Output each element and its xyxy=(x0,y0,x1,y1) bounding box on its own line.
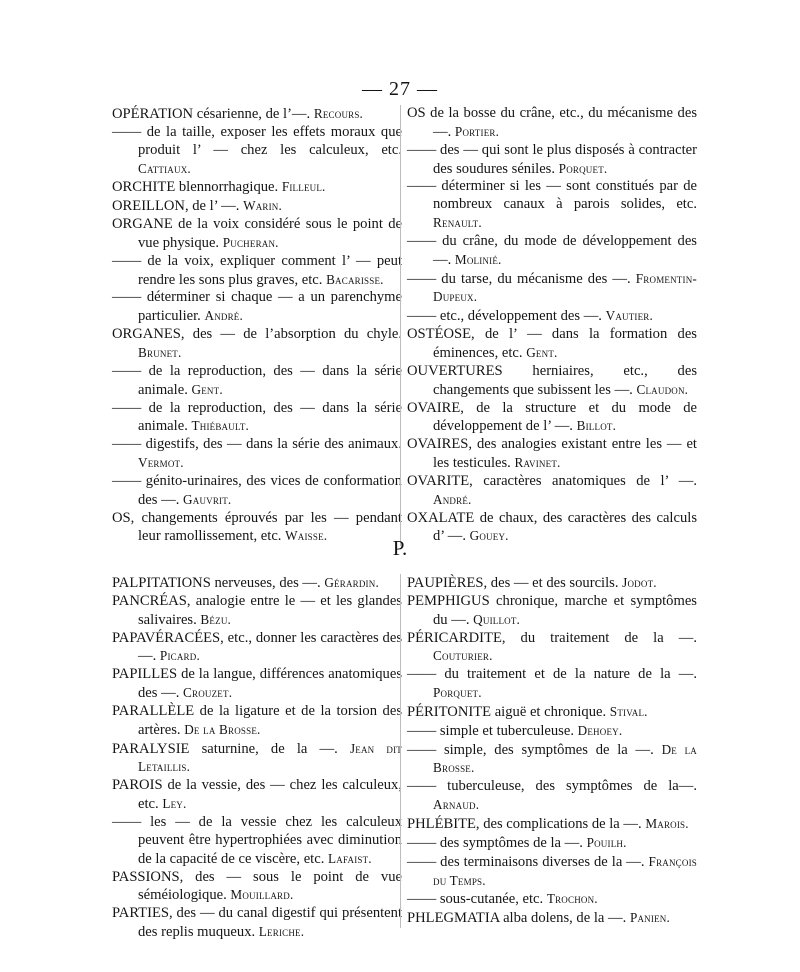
index-entry xyxy=(112,814,402,869)
index-entry xyxy=(407,722,697,741)
entry-text: —— de la voix, expliquer comment l’ — peut rendre les sons plus graves, etc. xyxy=(112,252,402,288)
entry-author: Warin. xyxy=(243,198,283,214)
entry-text: PÉRITONITE aiguë et chronique. xyxy=(407,703,607,720)
entry-text: PARTIES, des — du canal digestif qui présentent des replis muqueux. xyxy=(112,905,402,941)
entry-author: André. xyxy=(433,491,472,507)
index-entry xyxy=(112,363,402,400)
entry-author: Mouillard. xyxy=(230,887,294,903)
column-left-bottom xyxy=(112,574,402,942)
index-entry xyxy=(112,105,402,124)
entry-author: Porquet. xyxy=(558,160,608,176)
entry-text: PAROIS de la vessie, des — chez les calculeux, etc. xyxy=(112,777,402,813)
entry-author: Gauvrit. xyxy=(183,491,232,507)
entry-author: Vermot. xyxy=(138,455,184,471)
index-entry xyxy=(407,834,697,853)
entry-author: Bacarisse. xyxy=(326,271,384,287)
entry-author: Pouilh. xyxy=(586,834,627,850)
entry-author: Crouzet. xyxy=(183,685,233,701)
index-entry xyxy=(112,124,402,179)
entry-text: —— simple, des symptômes de la —. xyxy=(407,741,654,758)
entry-text: OXALATE de chaux, des caractères des calculs d’ —. xyxy=(407,509,697,545)
entry-author: Gent. xyxy=(526,344,558,360)
index-entry xyxy=(112,473,402,510)
entry-text: PHLÉBITE, des complications de la —. xyxy=(407,815,642,832)
entry-author: Ley. xyxy=(162,796,187,812)
entry-author: Jodot. xyxy=(622,575,657,590)
entry-text: PÉRICARDITE, du traitement de la —. xyxy=(407,629,697,646)
index-entry xyxy=(407,666,697,703)
index-entry xyxy=(112,436,402,473)
index-entry xyxy=(407,909,697,928)
entry-text: PASSIONS, des — sous le point de vue séméiologique. xyxy=(112,868,402,904)
index-entry xyxy=(407,105,697,142)
entry-text: —— des terminaisons diverses de la —. xyxy=(407,853,645,870)
entry-author: Claudon. xyxy=(636,381,689,397)
index-entry xyxy=(112,777,402,814)
index-entry xyxy=(407,436,697,473)
index-entry xyxy=(407,593,697,630)
entry-text: —— les — de la vessie chez les calculeux peuvent être hypertrophiées avec diminution de la capacité de ce viscère, etc. xyxy=(112,813,402,867)
entry-author: Dehoey. xyxy=(577,722,623,738)
entry-text: —— génito-urinaires, des vices de conformation des —. xyxy=(112,472,402,508)
entry-author: Jean dit Letaillis. xyxy=(138,740,402,775)
index-entry xyxy=(112,216,402,253)
index-entry xyxy=(407,307,697,326)
entry-text: —— déterminer si les — sont constitués par de nombreux canaux à parois solides, etc. xyxy=(407,178,697,213)
index-entry xyxy=(407,233,697,270)
index-entry xyxy=(407,890,697,909)
entry-author: Filleul. xyxy=(281,179,326,195)
index-entry xyxy=(407,630,697,667)
entry-text: OSTÉOSE, de l’ — dans la formation des éminences, etc. xyxy=(407,326,697,361)
entry-author: Bézu. xyxy=(200,611,232,627)
entry-author: Recours. xyxy=(313,106,364,121)
index-entry xyxy=(112,666,402,703)
index-entry xyxy=(112,630,402,667)
entry-author: Stival. xyxy=(609,703,648,719)
entry-text: —— du tarse, du mécanisme des —. xyxy=(407,270,631,287)
section-heading: P. xyxy=(392,536,408,560)
entry-text: OUVERTURES herniaires, etc., des changements que subissent les —. xyxy=(407,362,697,398)
index-entry xyxy=(407,473,697,510)
entry-text: PAPAVÉRACÉES, etc., donner les caractères des —. xyxy=(112,629,402,665)
entry-author: Ravinet. xyxy=(514,455,561,471)
entry-author: Lafaist. xyxy=(328,850,372,866)
entry-text: —— etc., développement des —. xyxy=(407,308,602,325)
entry-text: PAUPIÈRES, des — et des sourcils. xyxy=(407,575,619,591)
index-entry xyxy=(407,400,697,437)
entry-text: —— du traitement et de la nature de la —. xyxy=(407,666,697,683)
index-entry xyxy=(407,326,697,363)
entry-text: PANCRÉAS, analogie entre le — et les glandes salivaires. xyxy=(112,592,402,628)
entry-text: —— de la reproduction, des — dans la série animale. xyxy=(112,362,402,398)
index-entry xyxy=(112,400,402,437)
entry-text: —— simple et tuberculeuse. xyxy=(407,722,574,739)
entry-author: Molinié. xyxy=(454,251,502,267)
entry-author: Brunet. xyxy=(138,344,182,360)
index-entry xyxy=(112,574,402,593)
entry-text: —— tuberculeuse, des symptômes de la—. xyxy=(407,778,697,795)
entry-text: —— sous-cutanée, etc. xyxy=(407,891,544,908)
entry-author: Cattiaux. xyxy=(138,160,191,176)
index-entry xyxy=(407,815,697,834)
entry-author: Vautier. xyxy=(605,308,654,324)
entry-author: Porquet. xyxy=(433,685,482,701)
index-entry xyxy=(407,178,697,233)
entry-text: PARALYSIE saturnine, de la —. xyxy=(112,740,338,757)
index-entry xyxy=(407,363,697,400)
entry-text: —— de la taille, exposer les effets moraux que produit l’ — chez les calculeux, etc. xyxy=(112,123,402,158)
entry-text: PEMPHIGUS chronique, marche et symptômes du —. xyxy=(407,592,697,628)
index-entry xyxy=(112,253,402,290)
column-left-top xyxy=(112,105,402,546)
entry-author: Marois. xyxy=(645,815,689,831)
entry-author: De la Brosse. xyxy=(184,721,261,737)
entry-author: Gent. xyxy=(191,381,223,397)
index-entry xyxy=(112,703,402,740)
index-entry xyxy=(407,270,697,308)
entry-author: Pucheran. xyxy=(222,234,279,250)
entry-text: —— des symptômes de la —. xyxy=(407,834,583,851)
entry-text: ORGANE de la voix considéré sous le point de vue physique. xyxy=(112,216,402,251)
entry-author: Panien. xyxy=(629,910,670,926)
entry-text: ORGANES, des — de l’absorption du chyle. xyxy=(112,326,402,343)
entry-text: OS, changements éprouvés par les — pendant leur ramollissement, etc. xyxy=(112,509,402,545)
index-entry xyxy=(112,326,402,363)
index-entry xyxy=(112,593,402,630)
index-entry xyxy=(112,289,402,326)
page-number: — 27 — xyxy=(362,78,438,100)
index-entry xyxy=(407,703,697,722)
column-right-bottom xyxy=(400,574,697,928)
entry-text: PARALLÈLE de la ligature et de la torsion des artères. xyxy=(112,702,402,738)
entry-author: Leriche. xyxy=(258,924,305,940)
index-entry xyxy=(407,574,697,593)
entry-text: —— digestifs, des — dans la série des animaux. xyxy=(112,436,402,453)
index-entry xyxy=(112,197,402,216)
entry-text: PHLEGMATIA alba dolens, de la —. xyxy=(407,910,627,927)
index-entry xyxy=(407,142,697,179)
entry-text: PAPILLES de la langue, différences anatomiques des —. xyxy=(112,666,402,702)
entry-author: Quillot. xyxy=(473,611,521,627)
entry-author: Waisse. xyxy=(285,528,328,544)
column-right-top xyxy=(400,105,697,546)
index-entry xyxy=(407,778,697,815)
entry-text: OVARITE, caractères anatomiques de l’ —. xyxy=(407,472,697,489)
entry-author: François du Temps. xyxy=(433,853,697,888)
index-entry xyxy=(112,740,402,778)
entry-text: —— de la reproduction, des — dans la série animale. xyxy=(112,399,402,435)
entry-author: André. xyxy=(204,308,243,324)
entry-author: Fromentin-Dupeux. xyxy=(433,270,697,305)
entry-text: —— déterminer si chaque — a un parenchyme particulier. xyxy=(112,289,402,325)
entry-author: Renault. xyxy=(433,215,482,231)
entry-author: Gouey. xyxy=(469,528,509,544)
index-entry xyxy=(112,869,402,906)
entry-text: OVAIRES, des analogies existant entre les — et les testicules. xyxy=(407,436,697,472)
entry-text: OS de la bosse du crâne, etc., du mécanisme des —. xyxy=(407,105,697,140)
index-entry xyxy=(112,178,402,197)
entry-author: Gérardin. xyxy=(324,575,379,590)
entry-text: OVAIRE, de la structure et du mode de développement de l’ —. xyxy=(407,399,697,435)
index-entry xyxy=(112,905,402,942)
entry-author: Thiébault. xyxy=(191,418,250,434)
entry-author: Couturier. xyxy=(433,648,493,664)
entry-text: ORCHITE blennorrhagique. xyxy=(112,179,279,196)
index-entry xyxy=(407,853,697,891)
entry-author: Billot. xyxy=(576,418,617,434)
entry-text: OPÉRATION césarienne, de l’—. xyxy=(112,106,311,122)
entry-author: De la Brosse. xyxy=(433,741,697,776)
entry-author: Arnaud. xyxy=(433,797,480,813)
entry-author: Portier. xyxy=(454,123,500,139)
entry-author: Trochon. xyxy=(546,891,598,907)
index-entry xyxy=(407,741,697,779)
entry-author: Picard. xyxy=(159,648,200,664)
entry-text: PALPITATIONS nerveuses, des —. xyxy=(112,575,321,591)
entry-text: OREILLON, de l’ —. xyxy=(112,198,240,215)
entry-text: —— des — qui sont le plus disposés à contracter des soudures séniles. xyxy=(407,141,697,177)
entry-text: —— du crâne, du mode de développement des —. xyxy=(407,232,697,268)
